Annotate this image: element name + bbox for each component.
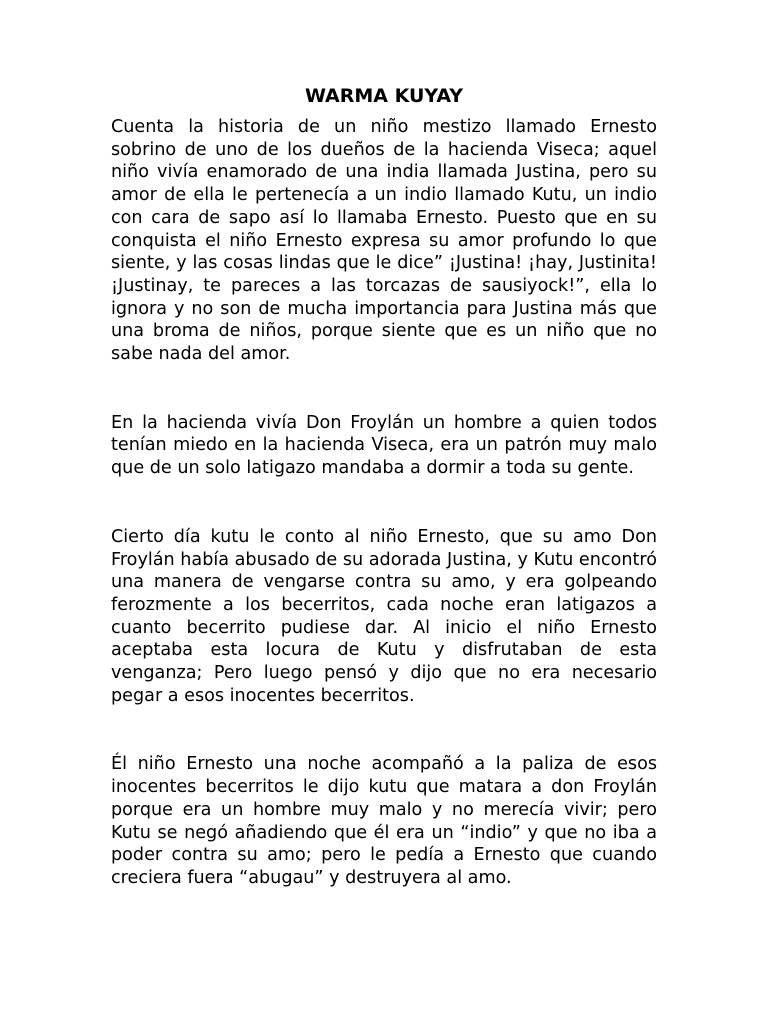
document-title: WARMA KUYAY: [304, 85, 464, 107]
paragraph-2: En la hacienda vivía Don Froylán un hombre a quien todos tenían miedo en la hacienda Viseca, era un patrón muy malo que de un solo latigazo mandaba a dormir a toda su gente.: [111, 412, 657, 479]
paragraph-3: Cierto día kutu le conto al niño Ernesto, que su amo Don Froylán había abusado de su adorada Justina, y Kutu encontró una manera de vengarse contra su amo, y era golpeando ferozmente a los becerritos, cada noche eran latigazos a cuanto becerrito pudiese dar. Al inicio el niño Ernesto aceptaba esta locura de Kutu y disfrutaban de esta venganza; Pero luego pensó y dijo que no era necesario pegar a esos inocentes becerritos.: [111, 526, 657, 706]
document-page: [111, 84, 657, 890]
paragraph-spacer: [111, 707, 657, 753]
paragraph-spacer: [111, 480, 657, 526]
paragraph-1: Cuenta la historia de un niño mestizo llamado Ernesto sobrino de uno de los dueños de la hacienda Viseca; aquel niño vivía enamorado de una india llamada Justina, pero su amor de ella le pertenecía a un indio llamado Kutu, un indio con cara de sapo así lo llamaba Ernesto. Puesto que en su conquista el niño Ernesto expresa su amor profundo lo que siente, y las cosas lindas que le dice” ¡Justina! ¡hay, Justinita! ¡Justinay, te pareces a las torcazas de sausiyock!”, ella lo ignora y no son de mucha importancia para Justina más que una broma de niños, porque siente que es un niño que no sabe nada del amor.: [111, 117, 657, 365]
paragraph-4: Él niño Ernesto una noche acompañó a la paliza de esos inocentes becerritos le dijo kutu que matara a don Froylán porque era un hombre muy malo y no merecía vivir; pero Kutu se negó añadiendo que él era un “indio” y que no iba a poder contra su amo; pero le pedía a Ernesto que cuando creciera fuera “abugau” y destruyera al amo.: [111, 754, 657, 888]
paragraph-spacer: [111, 366, 657, 412]
